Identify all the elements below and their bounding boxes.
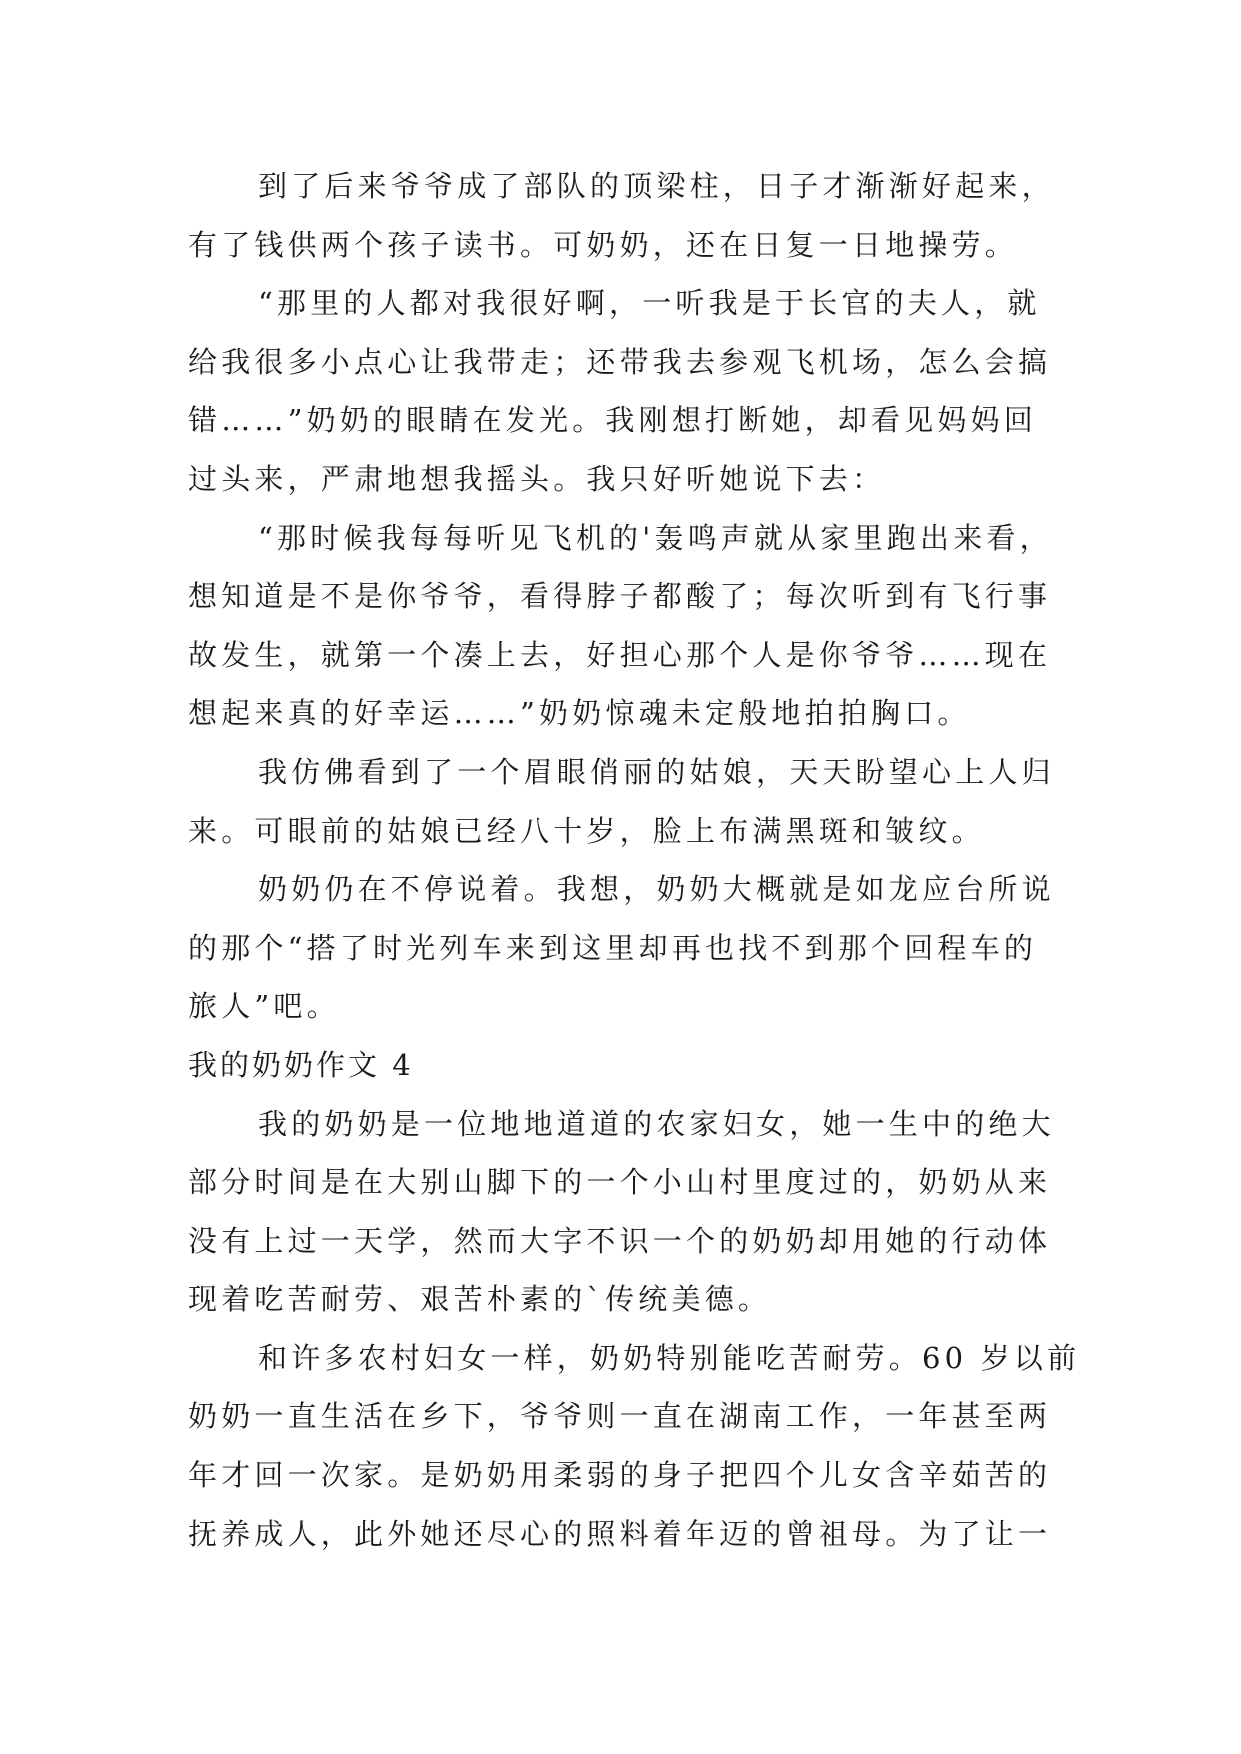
text-line: 的那个“搭了时光列车来到这里却再也找不到那个回程车的 — [188, 930, 1038, 965]
text-line: 到了后来爷爷成了部队的顶梁柱，日子才渐渐好起来， — [258, 169, 1055, 203]
text-line: 想起来真的好幸运……”奶奶惊魂未定般地拍拍胸口。 — [188, 696, 971, 731]
text-line: 没有上过一天学，然而大字不识一个的奶奶却用她的行动体 — [188, 1223, 1052, 1258]
text-line: 有了钱供两个孩子读书。可奶奶，还在日复一日地操劳。 — [188, 227, 1019, 262]
text-line: 我仿佛看到了一个眉眼俏丽的姑娘，天天盼望心上人归 — [258, 754, 1055, 789]
text-line: 年才回一次家。是奶奶用柔弱的身子把四个儿女含辛茹苦的 — [188, 1458, 1052, 1493]
text-line: “那里的人都对我很好啊，一听我是于长官的夫人，就 — [258, 286, 1041, 321]
text-line: “那时候我每每听见飞机的'轰鸣声就从家里跑出来看， — [258, 520, 1053, 555]
text-line: 旅人”吧。 — [188, 989, 340, 1024]
text-line: 错……”奶奶的眼睛在发光。我刚想打断她，却看见妈妈回 — [188, 403, 1038, 438]
text-line: 来。可眼前的姑娘已经八十岁，脸上布满黑斑和皱纹。 — [188, 813, 985, 848]
text-line: 故发生，就第一个凑上去，好担心那个人是你爷爷……现在 — [188, 637, 1052, 672]
text-line: 给我很多小点心让我带走；还带我去参观飞机场，怎么会搞 — [188, 344, 1052, 379]
text-line: 我的奶奶是一位地地道道的农家妇女，她一生中的绝大 — [258, 1106, 1055, 1141]
text-line: 部分时间是在大别山脚下的一个小山村里度过的，奶奶从来 — [188, 1165, 1052, 1200]
text-line: 和许多农村妇女一样，奶奶特别能吃苦耐劳。60 岁以前 — [258, 1340, 1081, 1375]
text-line: 奶奶仍在不停说着。我想，奶奶大概就是如龙应台所说 — [258, 872, 1055, 907]
essay-body — [188, 157, 1081, 1563]
text-line: 想知道是不是你爷爷，看得脖子都酸了；每次听到有飞行事 — [188, 579, 1052, 614]
text-line: 过头来，严肃地想我摇头。我只好听她说下去： — [188, 461, 886, 496]
text-line: 现着吃苦耐劳、艰苦朴素的`传统美德。 — [188, 1282, 772, 1317]
text-line: 奶奶一直生活在乡下，爷爷则一直在湖南工作，一年甚至两 — [188, 1399, 1052, 1434]
text-line: 抚养成人，此外她还尽心的照料着年迈的曾祖母。为了让一 — [188, 1516, 1052, 1551]
section-heading: 我的奶奶作文 4 — [188, 1047, 414, 1082]
